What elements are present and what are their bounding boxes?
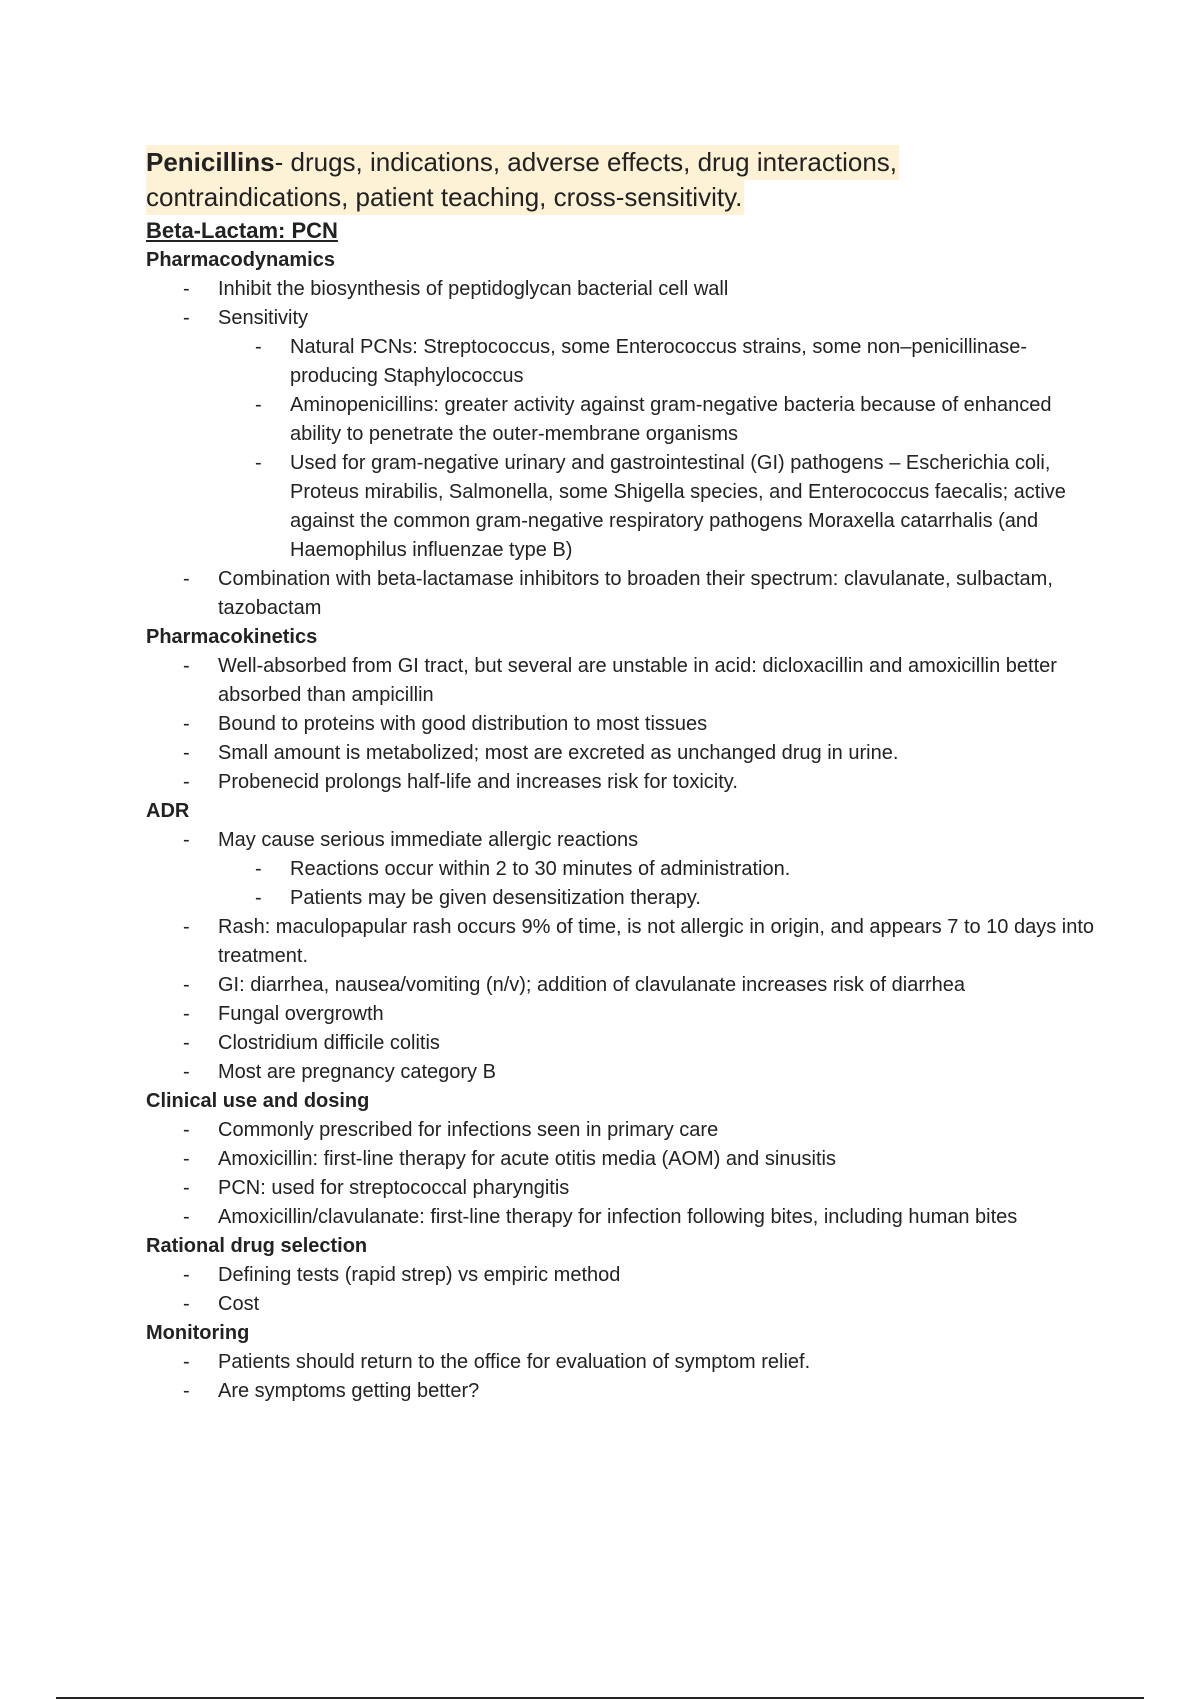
bullet-dash: - [183, 742, 190, 764]
title-topics-line2: contraindications, patient teaching, cross-sensitivity. [146, 180, 744, 215]
sublist-sensitivity [218, 333, 1106, 565]
bullet-dash: - [183, 1032, 190, 1054]
page-title [146, 145, 899, 180]
list-item [146, 565, 1106, 623]
footer-divider [56, 1697, 1144, 1699]
heading-rational-drug-selection: Rational drug selection [146, 1235, 368, 1257]
list-item-text: Amoxicillin: first-line therapy for acute otitis media (AOM) and sinusitis [218, 1148, 836, 1170]
bullet-dash: - [183, 1206, 190, 1228]
list-item [146, 304, 1106, 565]
bullet-dash: - [183, 829, 190, 851]
list-item-text: Are symptoms getting better? [218, 1380, 480, 1402]
document-page [146, 145, 1106, 1406]
bullet-dash: - [255, 452, 262, 474]
list-item [146, 1145, 1106, 1174]
sub-list-item-text: Aminopenicillins: greater activity against gram-negative bacteria because of enhanced ability to penetrate the outer-membrane organisms [290, 394, 1052, 445]
list-item [146, 652, 1106, 710]
sublist-allergic [218, 855, 1106, 913]
list-item [146, 1058, 1106, 1087]
list-item-text: Clostridium difficile colitis [218, 1032, 440, 1054]
sub-list-item [218, 449, 1106, 565]
list-item [146, 1174, 1106, 1203]
list-pharmacokinetics [146, 652, 1106, 797]
list-adr [146, 826, 1106, 1087]
sub-list-item-text: Reactions occur within 2 to 30 minutes of administration. [290, 858, 791, 880]
bullet-dash: - [255, 858, 262, 880]
bullet-dash: - [183, 974, 190, 996]
sub-list-item [218, 391, 1106, 449]
list-item-text: Amoxicillin/clavulanate: first-line therapy for infection following bites, including human bites [218, 1206, 1018, 1228]
bullet-dash: - [183, 1177, 190, 1199]
list-item [146, 1203, 1106, 1232]
bullet-dash: - [183, 655, 190, 677]
bullet-dash: - [183, 1351, 190, 1373]
list-pharmacodynamics [146, 275, 1106, 623]
list-item-text: Fungal overgrowth [218, 1003, 384, 1025]
bullet-dash: - [183, 1119, 190, 1141]
list-item-text: Rash: maculopapular rash occurs 9% of time, is not allergic in origin, and appears 7 to 10 days into treatment. [218, 916, 1095, 967]
list-clinical-use [146, 1116, 1106, 1232]
bullet-dash: - [255, 394, 262, 416]
sub-list-item [218, 333, 1106, 391]
list-item-text: Inhibit the biosynthesis of peptidoglycan bacterial cell wall [218, 278, 729, 300]
title-drug-class: Penicillins [146, 147, 275, 177]
list-item [146, 1290, 1106, 1319]
bullet-dash: - [183, 1061, 190, 1083]
bullet-dash: - [183, 307, 190, 329]
list-item [146, 275, 1106, 304]
bullet-dash: - [183, 713, 190, 735]
bullet-dash: - [183, 771, 190, 793]
list-item-text: Well-absorbed from GI tract, but several are unstable in acid: dicloxacillin and amoxicillin better absorbed than ampicillin [218, 655, 1057, 706]
list-item-text: Bound to proteins with good distribution to most tissues [218, 713, 708, 735]
bullet-dash: - [183, 278, 190, 300]
heading-pharmacokinetics: Pharmacokinetics [146, 626, 318, 648]
list-item [146, 1000, 1106, 1029]
bullet-dash: - [183, 916, 190, 938]
list-item-text: PCN: used for streptococcal pharyngitis [218, 1177, 570, 1199]
list-item [146, 826, 1106, 913]
list-item-text: Combination with beta-lactamase inhibitors to broaden their spectrum: clavulanate, sulbactam, tazobactam [218, 568, 1053, 619]
list-item [146, 1116, 1106, 1145]
list-rational-drug-selection [146, 1261, 1106, 1319]
list-item-text: Commonly prescribed for infections seen in primary care [218, 1119, 719, 1141]
sub-list-item-text: Natural PCNs: Streptococcus, some Enterococcus strains, some non–penicillinase-producing Staphylococcus [290, 336, 1027, 387]
sub-list-item-text: Patients may be given desensitization therapy. [290, 887, 701, 909]
bullet-dash: - [183, 1264, 190, 1286]
heading-monitoring: Monitoring [146, 1322, 250, 1344]
list-item [146, 1377, 1106, 1406]
list-item-text: May cause serious immediate allergic reactions [218, 829, 639, 851]
sub-list-item [218, 884, 1106, 913]
heading-adr: ADR [146, 800, 190, 822]
list-item-text: Sensitivity [218, 307, 309, 329]
bullet-dash: - [183, 568, 190, 590]
list-item-text: Cost [218, 1293, 260, 1315]
list-item-text: Small amount is metabolized; most are excreted as unchanged drug in urine. [218, 742, 899, 764]
list-item [146, 1348, 1106, 1377]
heading-pharmacodynamics: Pharmacodynamics [146, 249, 335, 271]
list-item-text: Defining tests (rapid strep) vs empiric method [218, 1264, 621, 1286]
list-item [146, 739, 1106, 768]
bullet-dash: - [255, 336, 262, 358]
list-item-text: Probenecid prolongs half-life and increases risk for toxicity. [218, 771, 738, 793]
bullet-dash: - [255, 887, 262, 909]
list-item [146, 913, 1106, 971]
list-item [146, 710, 1106, 739]
list-item-text: GI: diarrhea, nausea/vomiting (n/v); addition of clavulanate increases risk of diarrhea [218, 974, 966, 996]
bullet-dash: - [183, 1148, 190, 1170]
list-monitoring [146, 1348, 1106, 1406]
bullet-dash: - [183, 1380, 190, 1402]
sub-list-item-text: Used for gram-negative urinary and gastrointestinal (GI) pathogens – Escherichia coli, Proteus mirabilis, Salmonella, some Shigella species, and Enterococcus faecalis; active against the common gram-negative respiratory pathogens Moraxella catarrhalis (and Haemophilus influenzae type B) [290, 452, 1066, 561]
list-item [146, 768, 1106, 797]
heading-clinical-use: Clinical use and dosing [146, 1090, 370, 1112]
list-item-text: Most are pregnancy category B [218, 1061, 496, 1083]
list-item [146, 1029, 1106, 1058]
section-subtitle: Beta-Lactam: PCN [146, 218, 338, 243]
bullet-dash: - [183, 1003, 190, 1025]
bullet-dash: - [183, 1293, 190, 1315]
title-topics-line1: - drugs, indications, adverse effects, drug interactions, [274, 147, 898, 177]
list-item [146, 971, 1106, 1000]
sub-list-item [218, 855, 1106, 884]
list-item [146, 1261, 1106, 1290]
list-item-text: Patients should return to the office for evaluation of symptom relief. [218, 1351, 811, 1373]
